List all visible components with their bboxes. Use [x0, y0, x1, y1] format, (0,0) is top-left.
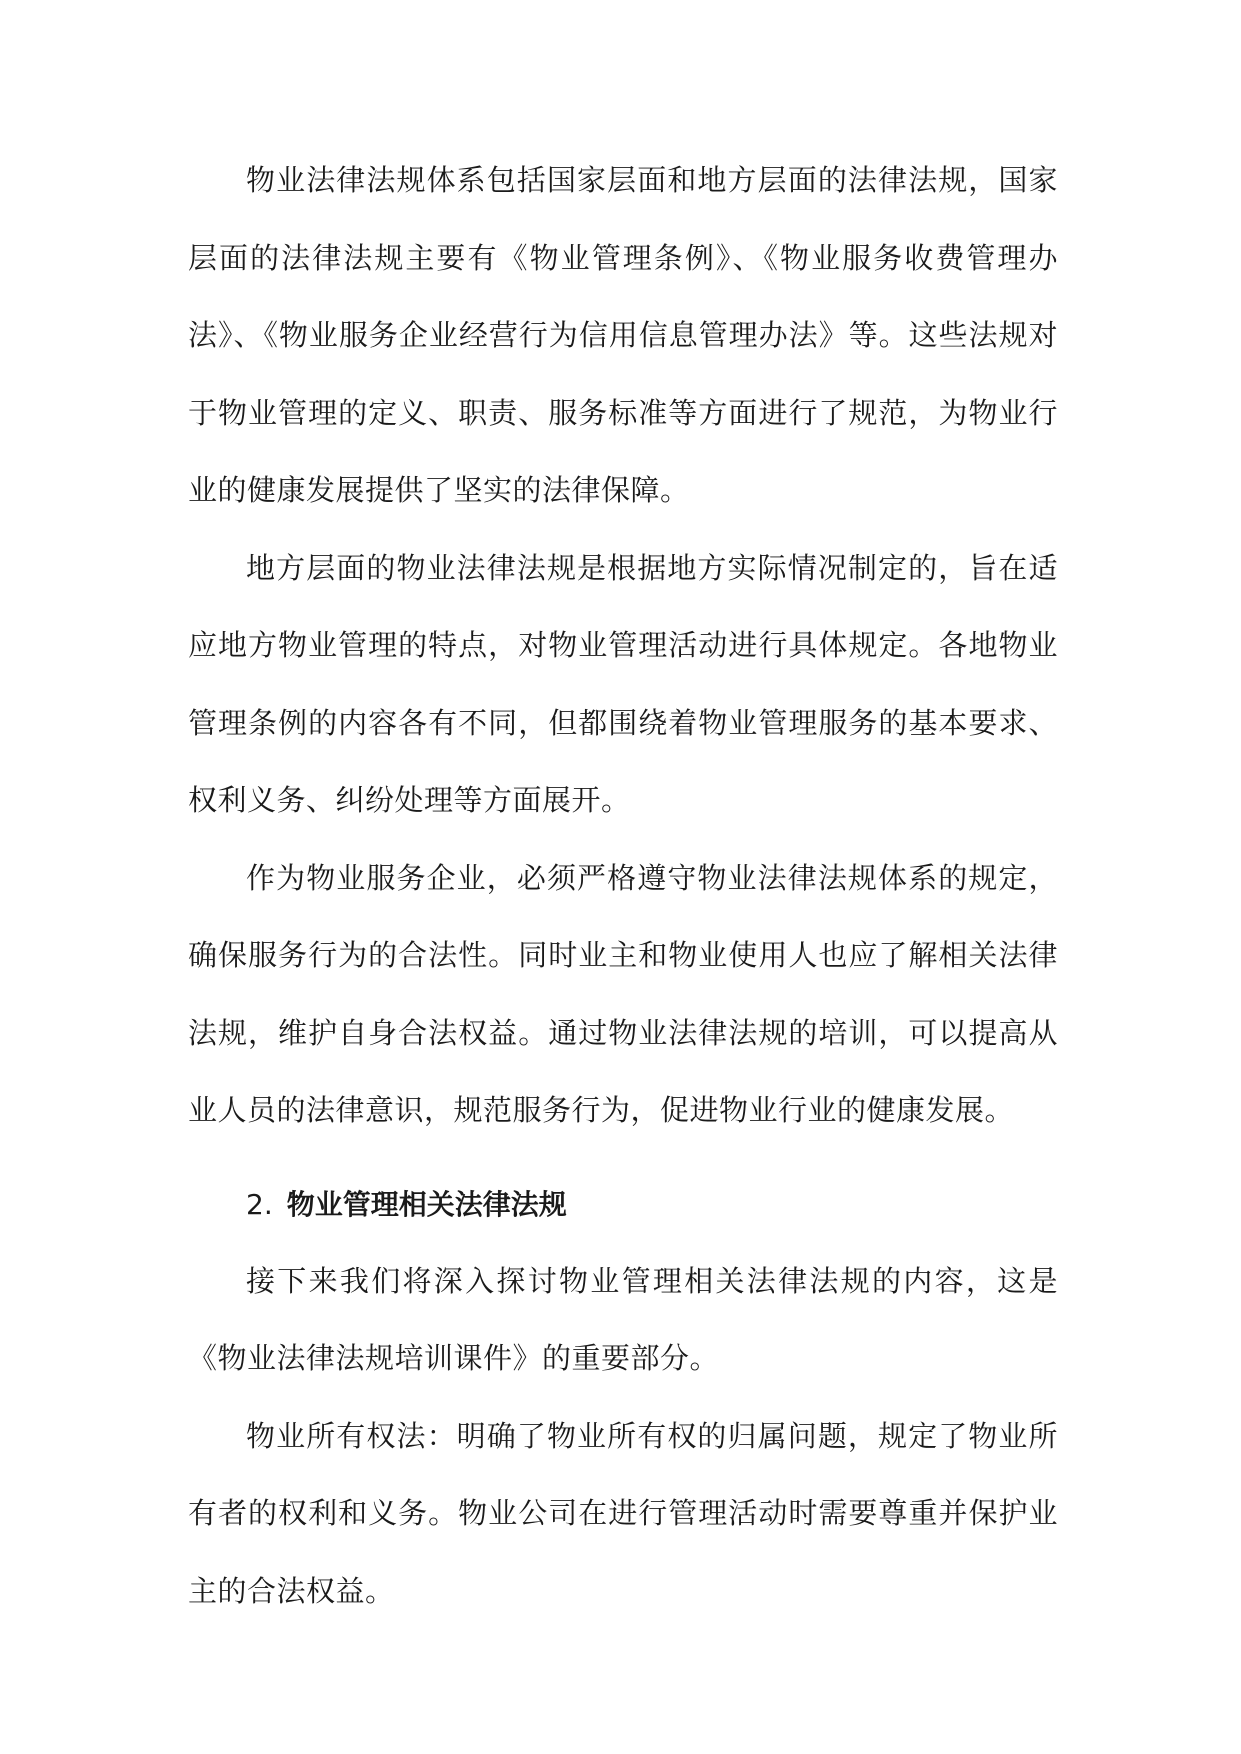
- paragraph-legal-system: 物业法律法规体系包括国家层面和地方层面的法律法规，国家层面的法律法规主要有《物业管理条例》、《物业服务收费管理办法》、《物业服务企业经营行为信用信息管理办法》等。这些法规对于物业管理的定义、职责、服务标准等方面进行了规范，为物业行业的健康发展提供了坚实的法律保障。: [188, 163, 1058, 507]
- section-heading: [188, 1166, 1058, 1243]
- section-title: 物业管理相关法律法规: [286, 1187, 567, 1221]
- paragraph-ownership-law: 物业所有权法：明确了物业所有权的归属问题，规定了物业所有者的权利和义务。物业公司在进行管理活动时需要尊重并保护业主的合法权益。: [188, 1418, 1058, 1608]
- document-body: [188, 142, 1058, 1630]
- paragraph-compliance: 作为物业服务企业，必须严格遵守物业法律法规体系的规定，确保服务行为的合法性。同时业主和物业使用人也应了解相关法律法规，维护自身合法权益。通过物业法律法规的培训，可以提高从业人员的法律意识，规范服务行为，促进物业行业的健康发展。: [188, 860, 1058, 1127]
- paragraph-intro: 接下来我们将深入探讨物业管理相关法律法规的内容，这是《物业法律法规培训课件》的重要部分。: [188, 1263, 1058, 1375]
- section-number: 2.: [246, 1187, 273, 1221]
- paragraph-local-regulations: 地方层面的物业法律法规是根据地方实际情况制定的，旨在适应地方物业管理的特点，对物业管理活动进行具体规定。各地物业管理条例的内容各有不同，但都围绕着物业管理服务的基本要求、权利义务、纠纷处理等方面展开。: [188, 550, 1058, 817]
